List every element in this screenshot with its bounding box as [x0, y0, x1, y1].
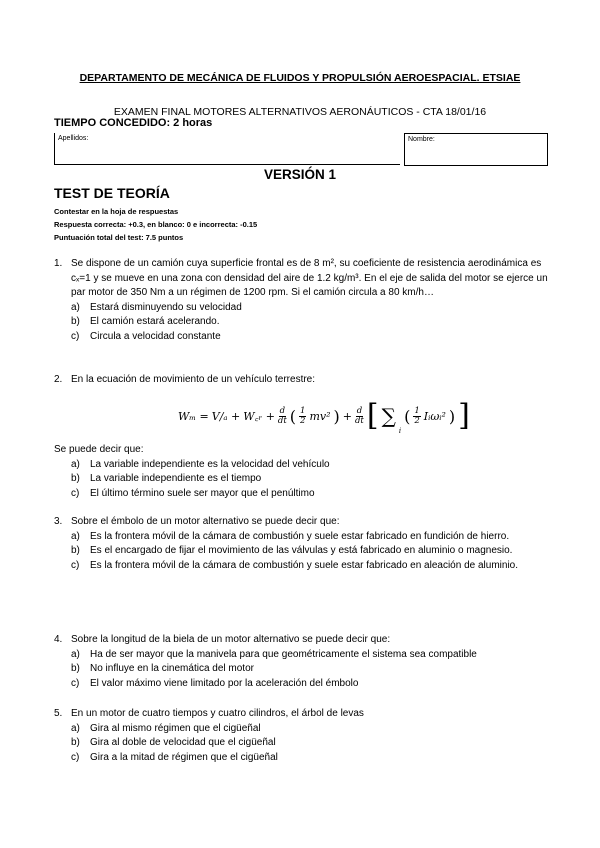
question-text: Sobre el émbolo de un motor alternativo se puede decir que: — [71, 516, 340, 527]
exam-title: EXAMEN FINAL MOTORES ALTERNATIVOS AERONÁUTICOS - CTA 18/01/16 — [113, 106, 487, 118]
surname-label: Apellidos: — [58, 135, 89, 142]
name-label: Nombre: — [408, 136, 435, 143]
option-a: a) Estará disminuyendo su velocidad — [71, 301, 242, 313]
instruction-line: Contestar en la hoja de respuestas — [54, 207, 179, 216]
name-box[interactable] — [404, 133, 548, 166]
question-text: En la ecuación de movimiento de un vehículo terrestre: — [71, 374, 316, 385]
version-heading: VERSIÓN 1 — [263, 167, 337, 182]
option-a: a) Gira al mismo régimen que el cigüeñal — [71, 722, 261, 734]
question-4 — [54, 633, 554, 691]
half-fraction: $\frac{1}{2}$ — [300, 405, 306, 426]
question-1 — [54, 257, 554, 344]
option-a: a) Es la frontera móvil de la cámara de combustión y suele estar fabricado en fundición de hierro. — [71, 530, 510, 542]
question-number: 3. — [54, 516, 63, 527]
time-allowed: TIEMPO CONCEDIDO: 2 horas — [54, 117, 213, 129]
option-b: b) No influye en la cinemática del motor — [71, 663, 254, 674]
question-text: Se dispone de un camión cuya superficie frontal es de 8 m², su coeficiente de resistencia aerodinámica es cₓ=1 y se mueve en una zona con densidad del aire de 1.2 kg/m³. En el eje de salida del motor se ejerce un par motor de 350 Nm a un régimen de 1200 rpm. Si el camión circula a 80 km/h… — [71, 258, 548, 298]
option-b: b) La variable independiente es el tiempo — [71, 473, 262, 484]
equation-of-motion: Wₘ = V/ₐ + W꜀ᵣ + $\frac{d}{dt}$ ( $\frac{1}{2}$ mv² ) + $\frac{d}{dt}$ [ ∑ i ( $\frac{1}{2}$ Iᵢωᵢ² ) ] — [178, 398, 470, 435]
option-a: a) La variable independiente es la velocidad del vehículo — [71, 458, 330, 470]
option-c: c) Gira a la mitad de régimen que el cigüeñal — [71, 751, 278, 763]
question-text: Sobre la longitud de la biela de un motor alternativo se puede decir que: — [71, 634, 391, 645]
derivative-fraction: $\frac{d}{dt}$ — [277, 405, 287, 426]
option-b: b) Gira al doble de velocidad que el cigüeñal — [71, 737, 276, 748]
question-number: 1. — [54, 258, 63, 269]
option-c: c) El valor máximo viene limitado por la aceleración del émbolo — [71, 677, 359, 689]
option-b: b) El camión estará acelerando. — [71, 316, 220, 327]
summation-symbol: ∑ — [381, 404, 396, 428]
option-c: c) Circula a velocidad constante — [71, 330, 221, 342]
question-number: 5. — [54, 708, 63, 719]
option-c: c) Es la frontera móvil de la cámara de combustión y suele estar fabricado en aleación de aluminio. — [71, 559, 519, 571]
derivative-fraction: $\frac{d}{dt}$ — [354, 405, 364, 426]
question-5 — [54, 707, 554, 765]
question-2-options — [54, 443, 554, 501]
question-number: 2. — [54, 374, 63, 385]
question-text: En un motor de cuatro tiempos y cuatro cilindros, el árbol de levas — [71, 708, 364, 719]
test-title: TEST DE TEORÍA — [54, 185, 170, 201]
option-c: c) El último término suele ser mayor que el penúltimo — [71, 487, 315, 499]
question-3 — [54, 515, 554, 573]
instruction-line: Respuesta correcta: +0.3, en blanco: 0 e incorrecta: -0.15 — [54, 220, 258, 229]
option-a: a) Ha de ser mayor que la manivela para que geométricamente el sistema sea compatible — [71, 648, 477, 660]
instruction-line: Puntuación total del test: 7.5 puntos — [54, 233, 184, 242]
surname-box[interactable] — [54, 133, 400, 165]
question-number: 4. — [54, 634, 63, 645]
option-b: b) Es el encargado de fijar el movimiento de las válvulas y está fabricado en aluminio o magnesio. — [71, 545, 513, 556]
question-2-lead: Se puede decir que: — [54, 444, 144, 455]
question-2 — [54, 373, 554, 388]
half-fraction: $\frac{1}{2}$ — [414, 405, 420, 426]
department-heading: DEPARTAMENTO DE MECÁNICA DE FLUIDOS Y PROPULSIÓN AEROESPACIAL. ETSIAE — [79, 72, 521, 84]
